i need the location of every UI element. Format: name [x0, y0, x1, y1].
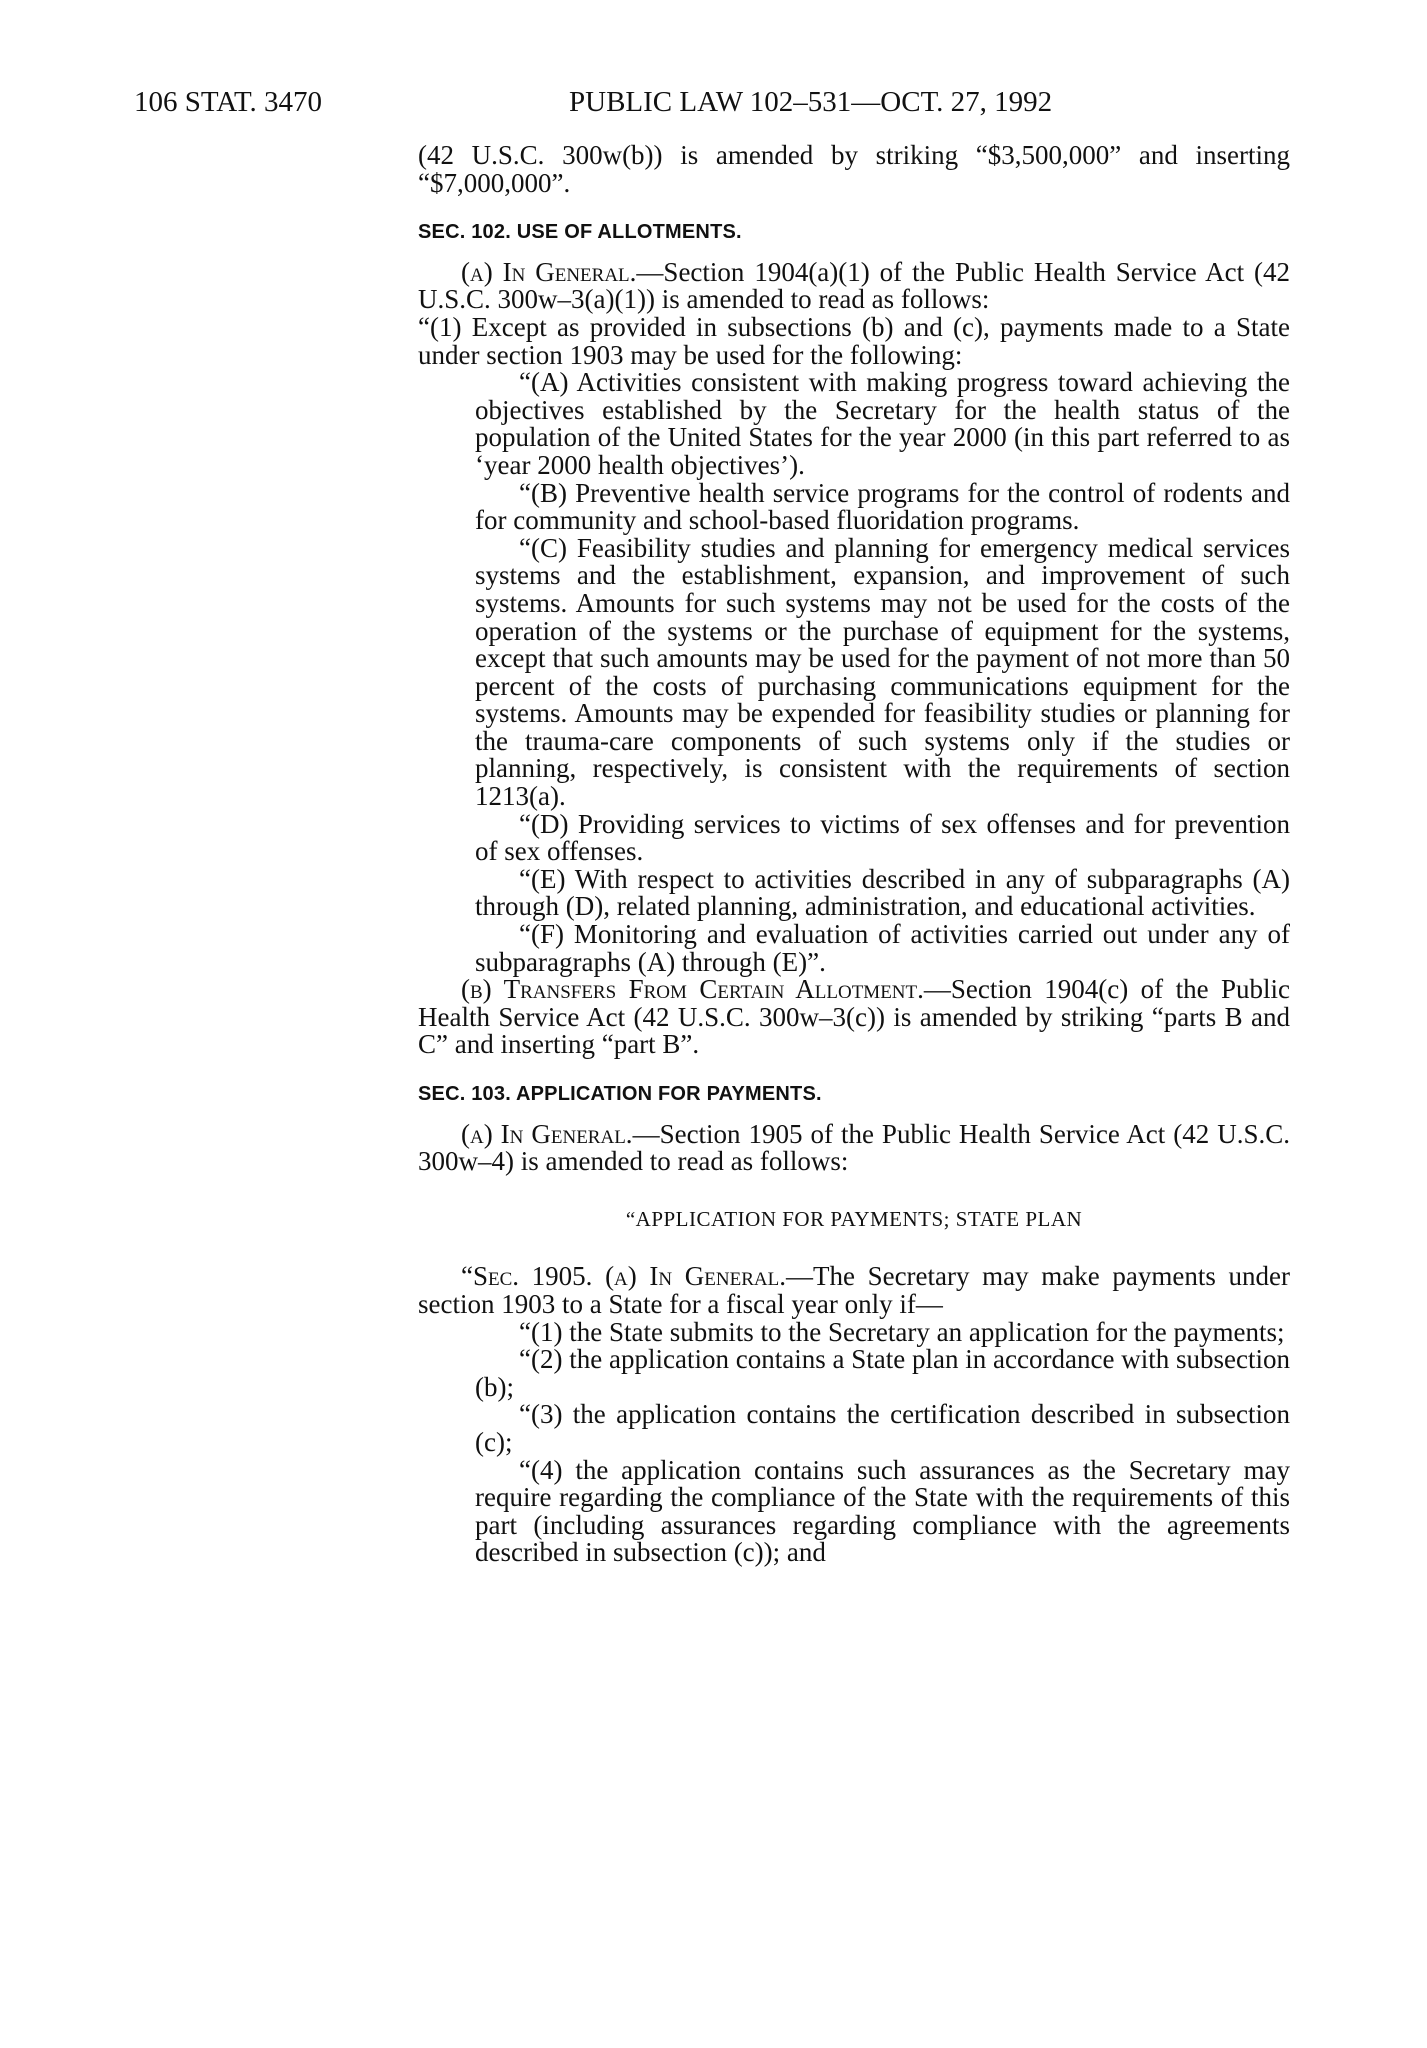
section-102-heading: SEC. 102. USE OF ALLOTMENTS. — [418, 221, 742, 244]
section-1905-a — [418, 1263, 1290, 1318]
item-b: “(B) Preventive health service programs for the control of rodents and for community and school-based fluoridation programs. — [475, 477, 1290, 536]
section-102-b — [418, 976, 1290, 1059]
running-head: PUBLIC LAW 102–531—OCT. 27, 1992 — [569, 86, 1053, 118]
section-103-a-label: (a) In General. — [461, 1118, 633, 1149]
section-102-a-text: —Section 1904(a)(1) of the Public Health Service Act (42 U.S.C. 300w–3(a)(1)) is amended to read as follows: — [418, 256, 1290, 315]
section-1905-text: —The Secretary may make payments under section 1903 to a State for a fiscal year only if— — [418, 1261, 1290, 1319]
section-102-a — [418, 256, 1290, 315]
section-102-b-label: (b) Transfers From Certain Allotment. — [461, 974, 924, 1005]
section-102-a-quote: “(1) Except as provided in subsections (b) and (c), payments made to a State under section 1903 may be used for the following: — [418, 311, 1290, 370]
section-103-a — [418, 1118, 1290, 1177]
condition-1: “(1) the State submits to the Secretary an application for the payments; — [519, 1316, 1285, 1347]
section-103-heading: SEC. 103. APPLICATION FOR PAYMENTS. — [418, 1083, 822, 1105]
condition-3: “(3) the application contains the certification described in subsection (c); — [475, 1399, 1290, 1457]
item-c: “(C) Feasibility studies and planning for emergency medical services systems and the establishment, expansion, and improvement of such systems. Amounts for such systems may not be used for the costs of the operation of the systems or the purchase of equipment for the systems, except that such amounts may be used for the payment of not more than 50 percent of the costs of purchasing communications equipment for the systems. Amounts may be expended for feasibility studies or planning for the trauma-care components of such systems only if the studies or planning, respectively, is consistent with the requirements of section 1213(a). — [475, 532, 1290, 812]
section-102-b-text: —Section 1904(c) of the Public Health Service Act (42 U.S.C. 300w–3(c)) is amended by striking “parts B and C” and inserting “part B”. — [418, 974, 1290, 1060]
item-f: “(F) Monitoring and evaluation of activities carried out under any of subparagraphs (A) through (E)”. — [475, 919, 1290, 977]
item-d: “(D) Providing services to victims of sex offenses and for prevention of sex offenses. — [475, 808, 1290, 867]
condition-2: “(2) the application contains a State plan in accordance with subsection (b); — [475, 1344, 1290, 1402]
section-103-a-text: —Section 1905 of the Public Health Service Act (42 U.S.C. 300w–4) is amended to read as follows: — [418, 1118, 1290, 1177]
paragraph-intro: (42 U.S.C. 300w(b)) is amended by striking “$3,500,000” and inserting “$7,000,000”. — [418, 140, 1290, 198]
item-a: “(A) Activities consistent with making progress toward achieving the objectives established by the Secretary for the health status of the population of the United States for the year 2000 (in this part referred to as ‘year 2000 health objectives’). — [475, 367, 1290, 480]
page-header — [0, 86, 1427, 126]
item-e: “(E) With respect to activities described in any of subparagraphs (A) through (D), related planning, administration, and educational activities. — [475, 863, 1290, 922]
condition-4: “(4) the application contains such assurances as the Secretary may require regarding the compliance of the State with the requirements of this part (including assurances regarding compliance with the agreements described in subsection (c)); and — [475, 1454, 1290, 1568]
section-1905-label: “Sec. 1905. (a) In General. — [461, 1261, 786, 1292]
stat-page-number: 106 STAT. 3470 — [134, 86, 323, 118]
document-body — [418, 142, 1290, 1567]
section-102-a-label: (a) In General. — [461, 256, 637, 287]
center-heading: “APPLICATION FOR PAYMENTS; STATE PLAN — [625, 1206, 1083, 1231]
